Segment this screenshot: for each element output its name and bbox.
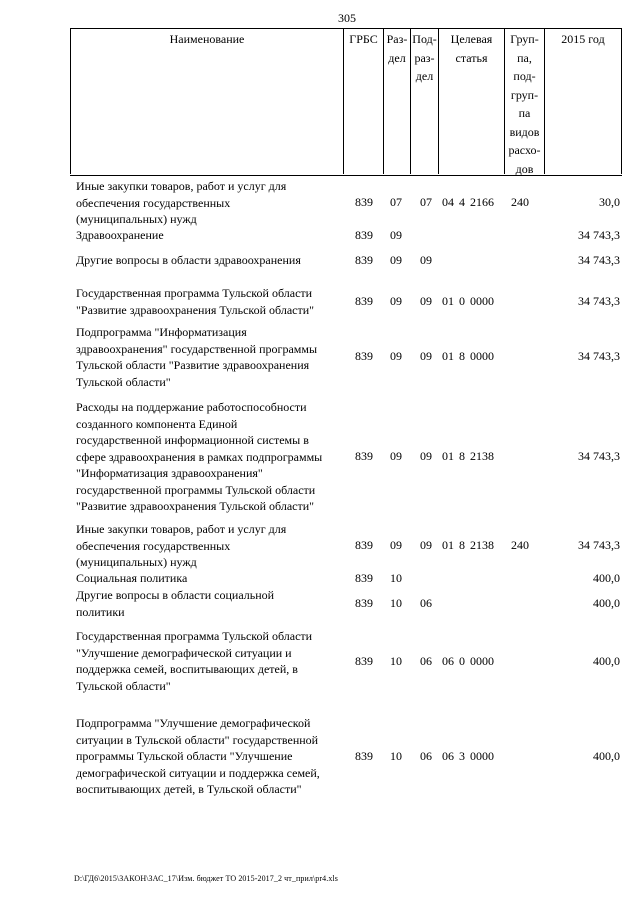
row-vid: 240 [511, 538, 529, 552]
row-name: Государственная программа Тульской области "Развитие здравоохранения Тульской области" [76, 286, 315, 317]
row-podrazdel: 07 [420, 195, 432, 209]
row-grbs: 839 [355, 449, 373, 463]
header-year: 2015 год [544, 28, 622, 174]
row-podrazdel: 09 [420, 349, 432, 363]
row-name: Иные закупки товаров, работ и услуг для обеспечения государственных (муниципальных) нужд [76, 522, 287, 569]
row-sum: 34 743,3 [578, 449, 620, 463]
row-grbs: 839 [355, 749, 373, 763]
row-name: Здравоохранение [76, 228, 164, 242]
row-sum: 34 743,3 [578, 228, 620, 242]
file-path-footer: D:\ГД6\2015\ЗАКОН\ЗАС_17\Изм. бюджет ТО 2015-2017_2 чт_прил\pr4.xls [74, 874, 338, 883]
header-name: Наименование [70, 28, 343, 174]
row-grbs: 839 [355, 294, 373, 308]
row-tselevaya: 04 4 2166 [442, 195, 494, 209]
row-grbs: 839 [355, 596, 373, 610]
row-podrazdel: 09 [420, 538, 432, 552]
row-tselevaya: 01 8 2138 [442, 538, 494, 552]
row-razdel: 10 [390, 654, 402, 668]
row-sum: 400,0 [593, 596, 620, 610]
row-grbs: 839 [355, 571, 373, 585]
row-razdel: 09 [390, 538, 402, 552]
row-sum: 34 743,3 [578, 349, 620, 363]
row-podrazdel: 09 [420, 253, 432, 267]
row-name: Подпрограмма "Улучшение демографической ситуации в Тульской области" государственной программы Тульской области "Улучшение демографической ситуации и поддержка семей, воспитывающих детей, в Тульской области" [76, 716, 320, 796]
header-vid: Груп- па, под- груп- па видов расхо- дов [504, 28, 544, 174]
header-razdel: Раз- дел [383, 28, 410, 174]
row-vid: 240 [511, 195, 529, 209]
row-sum: 400,0 [593, 571, 620, 585]
row-sum: 400,0 [593, 654, 620, 668]
row-grbs: 839 [355, 538, 373, 552]
row-tselevaya: 06 3 0000 [442, 749, 494, 763]
row-razdel: 09 [390, 349, 402, 363]
row-tselevaya: 06 0 0000 [442, 654, 494, 668]
row-sum: 34 743,3 [578, 253, 620, 267]
row-podrazdel: 09 [420, 449, 432, 463]
row-razdel: 09 [390, 253, 402, 267]
row-sum: 34 743,3 [578, 538, 620, 552]
page-number: 305 [338, 11, 356, 25]
row-podrazdel: 06 [420, 654, 432, 668]
row-podrazdel: 09 [420, 294, 432, 308]
row-tselevaya: 01 0 0000 [442, 294, 494, 308]
row-name: Иные закупки товаров, работ и услуг для обеспечения государственных (муниципальных) нужд [76, 179, 287, 226]
row-grbs: 839 [355, 349, 373, 363]
row-razdel: 09 [390, 294, 402, 308]
row-razdel: 10 [390, 596, 402, 610]
row-razdel: 09 [390, 228, 402, 242]
row-grbs: 839 [355, 195, 373, 209]
row-sum: 30,0 [599, 195, 620, 209]
header-grbs: ГРБС [343, 28, 383, 174]
row-podrazdel: 06 [420, 749, 432, 763]
row-podrazdel: 06 [420, 596, 432, 610]
row-grbs: 839 [355, 228, 373, 242]
row-tselevaya: 01 8 0000 [442, 349, 494, 363]
row-name: Государственная программа Тульской области "Улучшение демографической ситуации и поддержка семей, воспитывающих детей, в Тульской области" [76, 629, 313, 693]
row-razdel: 10 [390, 571, 402, 585]
row-sum: 34 743,3 [578, 294, 620, 308]
header-tselevaya: Целевая статья [438, 28, 504, 174]
row-grbs: 839 [355, 253, 373, 267]
row-name: Другие вопросы в области социальной политики [76, 588, 275, 619]
row-sum: 400,0 [593, 749, 620, 763]
row-name: Другие вопросы в области здравоохранения [76, 253, 301, 267]
header-podrazdel: Под- раз- дел [410, 28, 438, 174]
row-grbs: 839 [355, 654, 373, 668]
row-name: Подпрограмма "Информатизация здравоохранения" государственной программы Тульской области "Развитие здравоохранения Тульской области" [76, 325, 318, 389]
row-razdel: 09 [390, 449, 402, 463]
row-name: Социальная политика [76, 571, 188, 585]
row-name: Расходы на поддержание работоспособности созданного компонента Единой государственной информационной системы в сфере здравоохранения в рамках подпрограммы "Информатизация здравоохранения" государственной программы Тульской области "Развитие здравоохранения Тульской области" [76, 400, 323, 513]
row-razdel: 07 [390, 195, 402, 209]
row-tselevaya: 01 8 2138 [442, 449, 494, 463]
row-razdel: 10 [390, 749, 402, 763]
